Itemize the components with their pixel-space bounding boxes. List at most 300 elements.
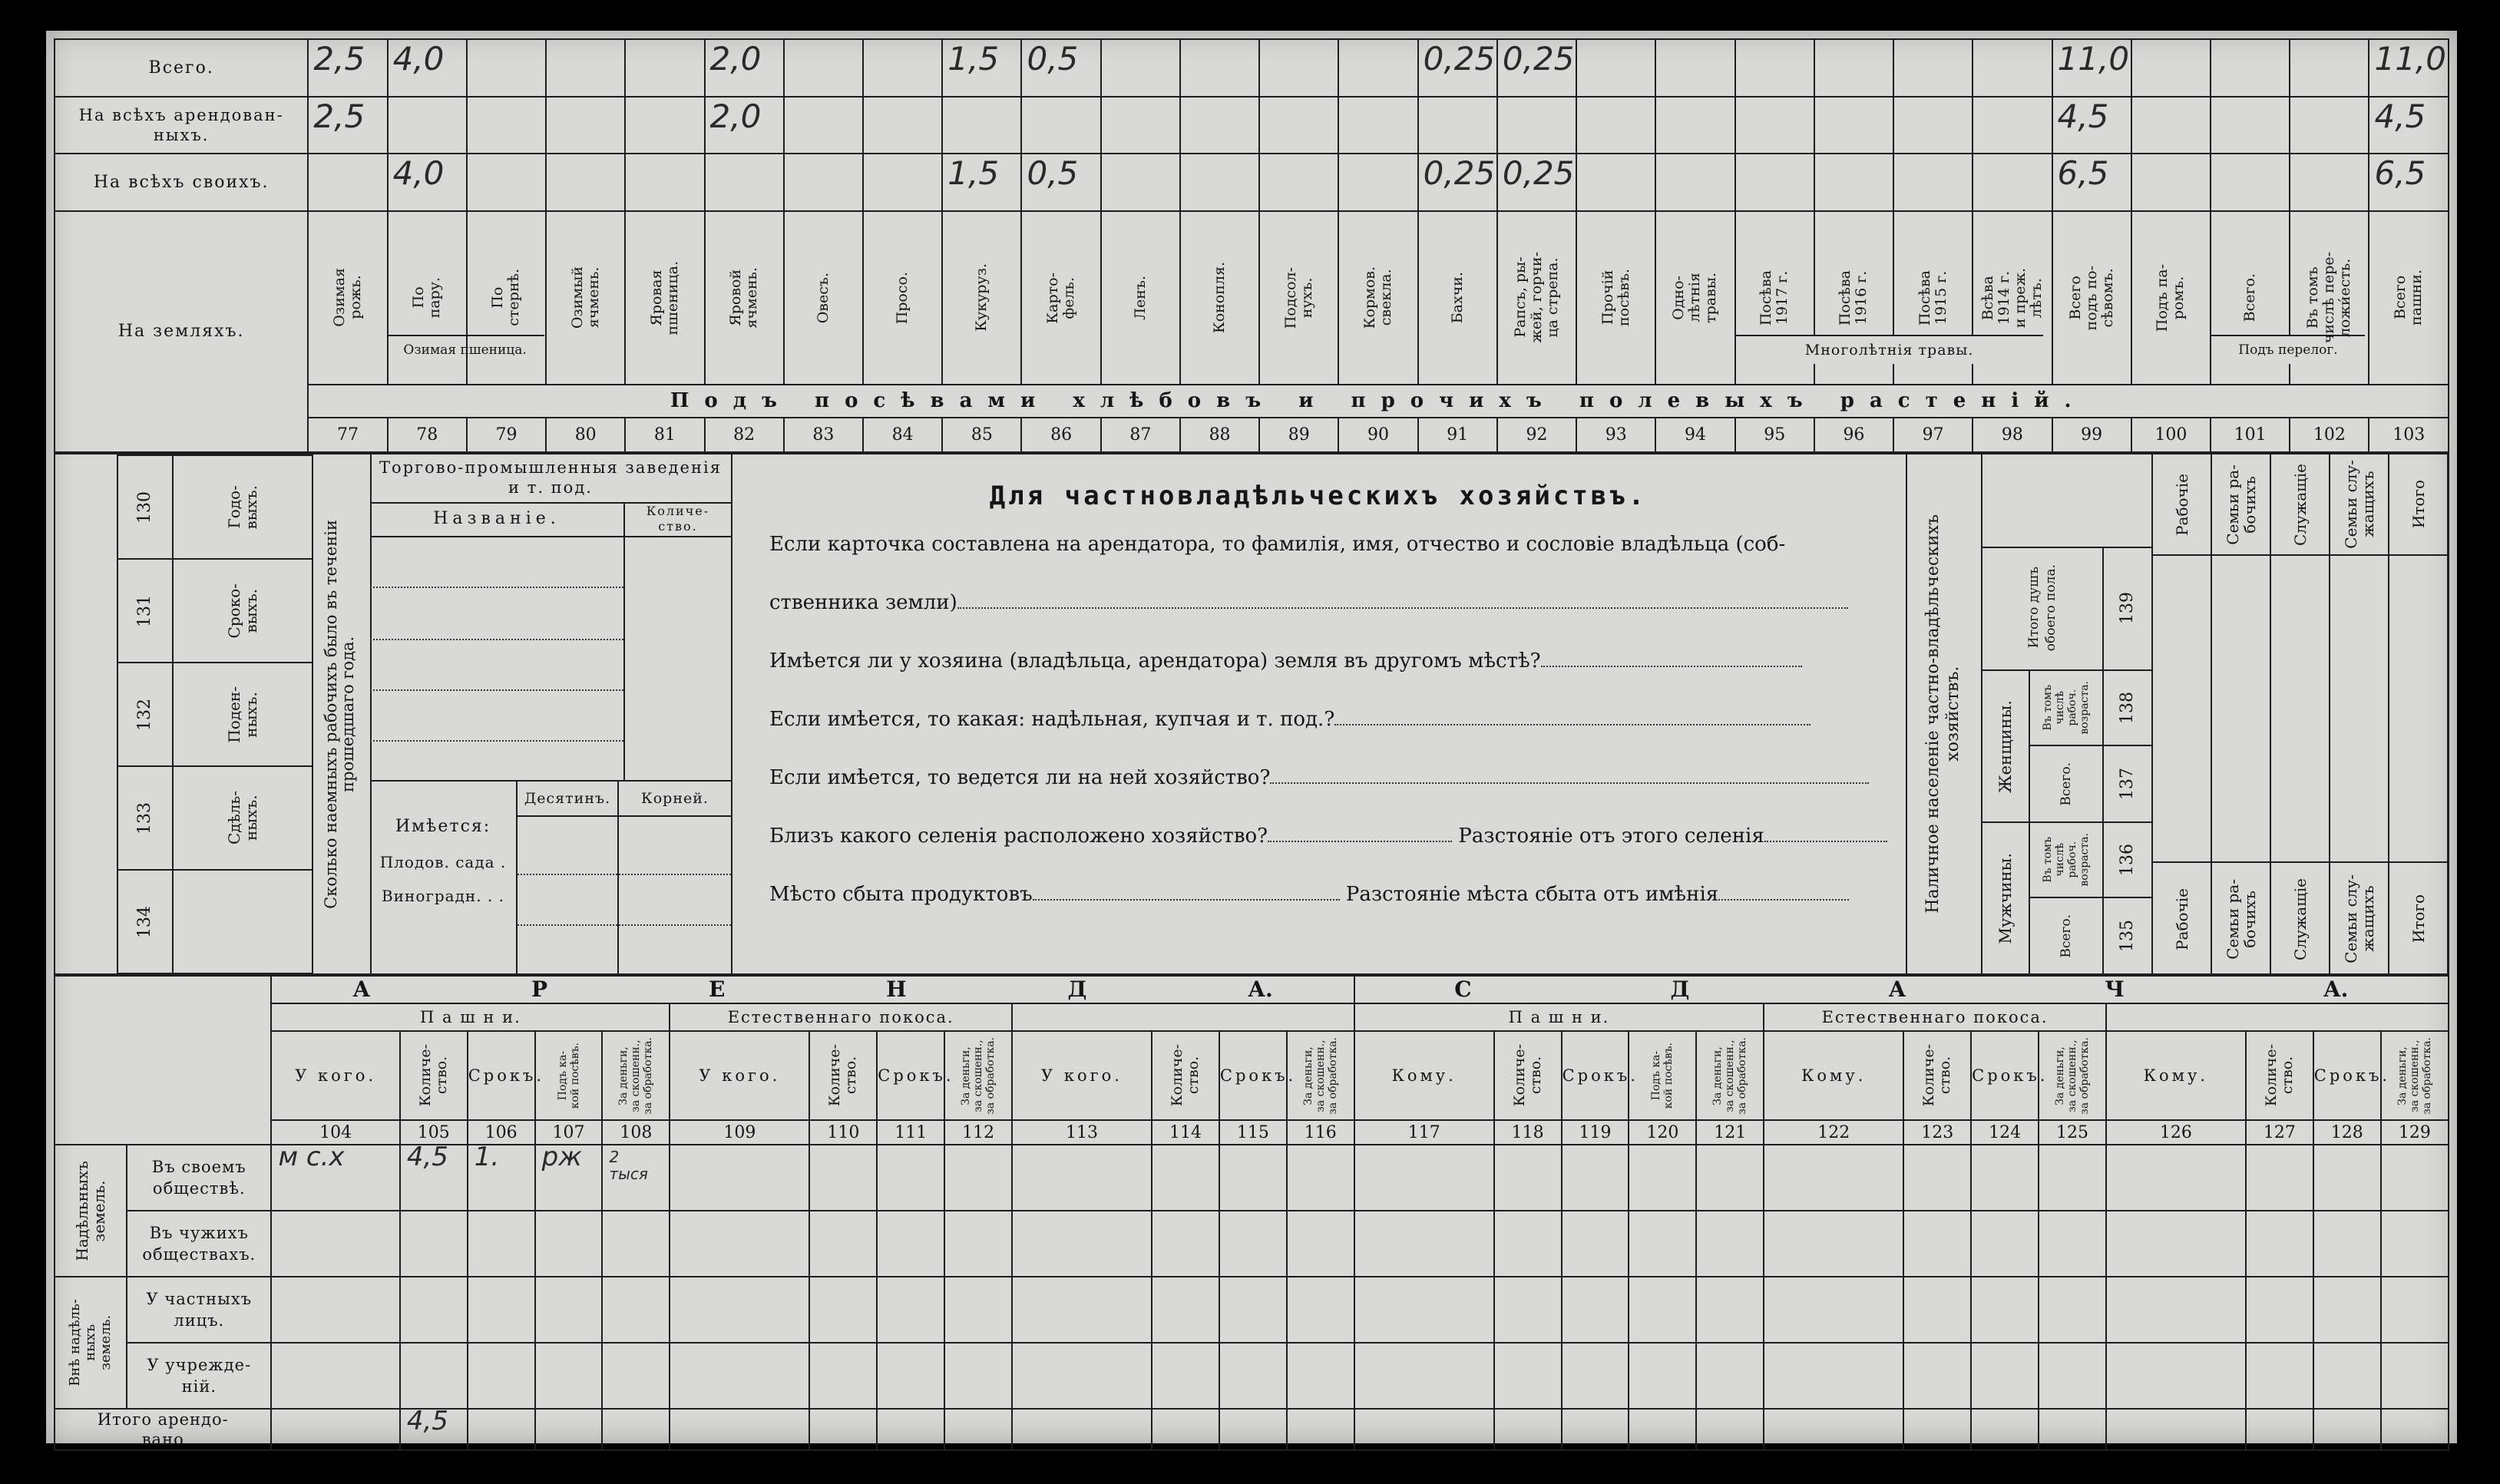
lease-col-number-127: 127	[2246, 1120, 2313, 1145]
lease-cell-110	[809, 1409, 877, 1450]
lease-cell-105	[400, 1142, 468, 1211]
trade-title: Торгово-промышленныя заведенія и т. под.	[370, 454, 731, 504]
middle-section	[54, 453, 2449, 975]
question-2: Имѣется ли у хозяина (владѣльца, арендатора) земля въ другомъ мѣстѣ?	[769, 649, 1802, 673]
arenda-header: А Р Е Н Д А.	[271, 976, 1354, 1003]
cell-r1-84	[863, 39, 942, 97]
cell-r1-101	[2211, 39, 2290, 97]
sown-area-table	[54, 38, 2449, 453]
lease-cell-115	[1219, 1145, 1287, 1211]
cell-r3-77	[308, 154, 387, 211]
lease-table	[54, 975, 2449, 1451]
cell-r2-101	[2211, 97, 2290, 154]
lease-cell-114	[1152, 1277, 1219, 1343]
row-arenda-sdacha	[55, 976, 2449, 1003]
lease-cell-117	[1354, 1211, 1494, 1277]
lease-cell-128	[2313, 1409, 2381, 1450]
lease-cell-123	[1903, 1277, 1971, 1343]
handwritten-value: 11,0	[2374, 40, 2446, 78]
cell-r1-83	[784, 39, 863, 97]
lease-cell-116	[1287, 1409, 1354, 1450]
cell-r1-90	[1338, 39, 1417, 97]
col-header-92: Рапсъ, ры- жей, горчи- ца стрепа.	[1497, 211, 1576, 385]
cell-r2-83	[784, 97, 863, 154]
lease-cell-107	[535, 1142, 603, 1211]
col-number-99: 99	[2052, 418, 2131, 452]
lease-col-number-120: 120	[1629, 1120, 1696, 1145]
cell-r1-80	[546, 39, 625, 97]
lease-col-header-109: У кого.	[670, 1031, 809, 1120]
col-number-100: 100	[2131, 418, 2211, 452]
cell-r1-89	[1259, 39, 1338, 97]
col-number-93: 93	[1576, 418, 1655, 452]
desyatin-header: Десятинъ.	[518, 782, 619, 817]
cell-r3-78	[388, 154, 467, 211]
lease-col-number-125: 125	[2039, 1120, 2106, 1145]
lease-col-header-129: За деньги, за скошенн., за обработка.	[2381, 1031, 2449, 1120]
col-number-96: 96	[1814, 418, 1893, 452]
lease-cell-109	[670, 1211, 809, 1277]
nadel-group-label: Надѣльныхъ земель.	[55, 1145, 127, 1277]
cell-r1-98	[1973, 39, 2052, 97]
worker-row-134	[117, 870, 312, 973]
cell-r1-85	[942, 39, 1021, 97]
lease-cell-129	[2381, 1211, 2449, 1277]
lease-cell-125	[2039, 1145, 2106, 1211]
lease-cell-115	[1219, 1211, 1287, 1277]
lease-cell-123	[1903, 1145, 1971, 1211]
col-number-89: 89	[1259, 418, 1338, 452]
lease-cell-127	[2246, 1277, 2313, 1343]
lease-cell-128	[2313, 1343, 2381, 1409]
col-number-80: 80	[546, 418, 625, 452]
col-header-102: Въ томъ числѣ пере- ложи́есть.	[2290, 211, 2369, 385]
lease-cell-124	[1971, 1343, 2039, 1409]
col-header-103: Всего пашни.	[2369, 211, 2449, 385]
col-number-85: 85	[942, 418, 1021, 452]
trade-block	[370, 454, 732, 973]
col-number-97: 97	[1893, 418, 1973, 452]
lease-col-header-121: За деньги, за скошенн., за обработка.	[1696, 1031, 1764, 1120]
lease-cell-113	[1012, 1343, 1152, 1409]
lease-col-number-109: 109	[670, 1120, 809, 1145]
lease-cell-109	[670, 1277, 809, 1343]
cell-r2-93	[1576, 97, 1655, 154]
handwritten-value: 0,25	[1502, 40, 1575, 78]
bottom-corner	[55, 976, 271, 1145]
cell-r2-102	[2290, 97, 2369, 154]
group-sdacha-other	[2106, 1003, 2449, 1031]
lease-cell-119	[1562, 1145, 1629, 1211]
lease-cell-118	[1494, 1277, 1562, 1343]
cell-r3-98	[1973, 154, 2052, 211]
col-number-87: 87	[1101, 418, 1180, 452]
col-header-95: Посѣва 1917 г. Многолѣтнія травы.	[1735, 211, 1814, 385]
row-own-society	[55, 1145, 2449, 1211]
cell-r3-83	[784, 154, 863, 211]
cell-r1-87	[1101, 39, 1180, 97]
lease-cell-111	[877, 1145, 944, 1211]
lease-cell-115	[1219, 1277, 1287, 1343]
lease-col-number-107: 107	[535, 1120, 603, 1145]
lease-cell-121	[1696, 1277, 1764, 1343]
vne-group-label: Внѣ надѣль- ныхъ земель.	[55, 1277, 127, 1409]
col-header-88: Конопля.	[1180, 211, 1259, 385]
lease-cell-129	[2381, 1145, 2449, 1211]
col-header-84: Просо.	[863, 211, 942, 385]
lease-col-number-111: 111	[877, 1120, 944, 1145]
lease-col-header-120: Подъ ка- кой посѣвъ.	[1629, 1031, 1696, 1120]
lease-cell-121	[1696, 1343, 1764, 1409]
lease-cell-110	[809, 1145, 877, 1211]
handwritten-value: 2,5	[313, 97, 365, 135]
cell-r3-92	[1497, 154, 1576, 211]
row-subgroups	[55, 1003, 2449, 1031]
staff-col-0: Рабочіе Рабочіе	[2153, 454, 2212, 973]
cell-r3-90	[1338, 154, 1417, 211]
lease-cell-126	[2106, 1409, 2246, 1450]
lease-col-header-117: Кому.	[1354, 1031, 1494, 1120]
lease-cell-119	[1562, 1343, 1629, 1409]
worker-label-130: Годо- выхъ.	[173, 455, 312, 559]
cell-r2-88	[1180, 97, 1259, 154]
col-header-90: Кормов. свекла.	[1338, 211, 1417, 385]
col-number-77: 77	[308, 418, 387, 452]
lease-col-header-125: За деньги, за скошенн., за обработка.	[2039, 1031, 2106, 1120]
lease-cell-113	[1012, 1145, 1152, 1211]
lease-cell-106	[468, 1343, 535, 1409]
lease-cell-111	[877, 1277, 944, 1343]
lease-col-header-126: Кому.	[2106, 1031, 2246, 1120]
lease-col-number-124: 124	[1971, 1120, 2039, 1145]
lease-cell-108	[602, 1145, 670, 1211]
lease-cell-105	[400, 1211, 468, 1277]
worker-num-134: 134	[117, 870, 173, 973]
lease-cell-109	[670, 1343, 809, 1409]
handwritten-value: 4,5	[406, 1142, 448, 1172]
col-header-94: Одно- лѣтнія травы.	[1655, 211, 1734, 385]
col-number-94: 94	[1655, 418, 1734, 452]
col-header-82: Яровой ячмень.	[705, 211, 784, 385]
group-perennial-grasses: Многолѣтнія травы.	[1736, 335, 2043, 364]
question-1b: ственника земли)	[769, 591, 1848, 614]
col-header-81: Яровая пшеница.	[625, 211, 704, 385]
cell-r2-97	[1893, 97, 1973, 154]
row-label-rented: На всѣхъ арендован- ныхъ.	[55, 97, 308, 154]
lease-cell-119	[1562, 1277, 1629, 1343]
lease-cell-118	[1494, 1211, 1562, 1277]
cell-r2-99	[2052, 97, 2131, 154]
cell-r1-99	[2052, 39, 2131, 97]
handwritten-value: 2,0	[709, 97, 762, 135]
row-own	[55, 154, 2449, 211]
lease-cell-104	[271, 1409, 399, 1450]
lease-cell-120	[1629, 1211, 1696, 1277]
lease-cell-104	[271, 1142, 399, 1211]
lease-cell-120	[1629, 1145, 1696, 1211]
lease-col-header-114: Количе- ство.	[1152, 1031, 1219, 1120]
cell-r1-91	[1418, 39, 1497, 97]
cell-r3-79	[467, 154, 546, 211]
cell-r2-89	[1259, 97, 1338, 154]
question-4: Если имѣется, то ведется ли на ней хозяйство?	[769, 766, 1869, 789]
worker-row-133	[117, 766, 312, 870]
worker-label-133: Сдѣль- ныхъ.	[173, 766, 312, 870]
lease-cell-105	[400, 1406, 468, 1450]
lease-col-header-105: Количе- ство.	[400, 1031, 468, 1120]
lease-cell-114	[1152, 1409, 1219, 1450]
col-header-93: Прочій посѣвъ.	[1576, 211, 1655, 385]
cell-r2-87	[1101, 97, 1180, 154]
worker-num-130: 130	[117, 455, 173, 559]
handwritten-value: рж	[541, 1142, 582, 1172]
worker-row-131	[117, 559, 312, 663]
question-5: Близъ какого селенія расположено хозяйство? Разстояніе отъ этого селенія	[769, 825, 1887, 848]
lease-cell-110	[809, 1211, 877, 1277]
lease-cell-114	[1152, 1211, 1219, 1277]
cell-r3-80	[546, 154, 625, 211]
lease-cell-108	[602, 1277, 670, 1343]
lease-cell-117	[1354, 1277, 1494, 1343]
row-private-persons	[55, 1277, 2449, 1343]
cell-r2-100	[2131, 97, 2211, 154]
lease-cell-111	[877, 1409, 944, 1450]
col-number-81: 81	[625, 418, 704, 452]
handwritten-value: 2 тыся	[609, 1148, 648, 1183]
row-banner	[55, 385, 2449, 418]
lease-cell-112	[944, 1409, 1012, 1450]
col-header-78: По пару. Озимая пшеница.	[388, 211, 467, 385]
group-arenda-arable: П а ш н и.	[271, 1003, 670, 1031]
lease-cell-126	[2106, 1145, 2246, 1211]
cell-r1-97	[1893, 39, 1973, 97]
lease-cell-122	[1764, 1409, 1903, 1450]
row-label-total-leased: Итого арендо- вано	[55, 1409, 271, 1450]
row-other-societies	[55, 1211, 2449, 1277]
handwritten-value: 1.	[474, 1142, 500, 1172]
row-rented	[55, 97, 2449, 154]
lease-cell-107	[535, 1277, 603, 1343]
lease-col-number-110: 110	[809, 1120, 877, 1145]
cell-r2-78	[388, 97, 467, 154]
lease-cell-124	[1971, 1409, 2039, 1450]
lease-col-number-128: 128	[2313, 1120, 2381, 1145]
lease-cell-121	[1696, 1211, 1764, 1277]
row-column-headers	[55, 1031, 2449, 1120]
cell-r1-93	[1576, 39, 1655, 97]
lease-cell-117	[1354, 1409, 1494, 1450]
cell-r2-85	[942, 97, 1021, 154]
lease-col-header-112: За деньги, за скошенн., за обработка.	[944, 1031, 1012, 1120]
col-number-90: 90	[1338, 418, 1417, 452]
lease-cell-116	[1287, 1277, 1354, 1343]
col-header-79: По стернѣ.	[467, 211, 546, 385]
lease-cell-112	[944, 1211, 1012, 1277]
lease-col-number-118: 118	[1494, 1120, 1562, 1145]
lease-cell-107	[535, 1409, 603, 1450]
handwritten-value: 0,25	[1502, 154, 1575, 193]
cell-r3-87	[1101, 154, 1180, 211]
lease-cell-126	[2106, 1211, 2246, 1277]
col-header-98: Всѣва 1914 г. и преж. лѣтъ.	[1973, 211, 2052, 385]
lease-cell-117	[1354, 1145, 1494, 1211]
lease-col-header-115: Срокъ.	[1219, 1031, 1287, 1120]
cell-r1-77	[308, 39, 387, 97]
lease-cell-113	[1012, 1277, 1152, 1343]
lease-cell-127	[2246, 1145, 2313, 1211]
korney-header: Корней.	[619, 782, 731, 817]
col-number-92: 92	[1497, 418, 1576, 452]
workers-title-cell: Сколько наемныхъ рабочихъ было въ теченіи прошедшаго года.	[309, 454, 372, 973]
col-header-86: Карто- фель.	[1021, 211, 1100, 385]
staff-col-3: Семьи слу- жащихъ Семьи слу- жащихъ	[2330, 454, 2389, 973]
cell-r3-85	[942, 154, 1021, 211]
cell-r3-103	[2369, 154, 2449, 211]
lease-cell-118	[1494, 1343, 1562, 1409]
group-ozimaya-wheat: Озимая пшеница.	[389, 335, 542, 364]
group-sdacha-arable: П а ш н и.	[1354, 1003, 1764, 1031]
worker-row-130	[117, 455, 312, 559]
cell-r1-96	[1814, 39, 1893, 97]
hired-workers-table	[117, 454, 313, 974]
question-6: Мѣсто сбыта продуктовъ Разстояніе мѣста сбыта отъ имѣнія	[769, 883, 1849, 906]
lease-cell-122	[1764, 1145, 1903, 1211]
trade-name-header: Названіе.	[370, 502, 625, 537]
staff-col-1: Семьи ра- бочихъ Семьи ра- бочихъ	[2212, 454, 2271, 973]
col-number-88: 88	[1180, 418, 1259, 452]
lease-cell-120	[1629, 1343, 1696, 1409]
staff-col-2: Служащіе Служащіе	[2271, 454, 2330, 973]
lease-cell-114	[1152, 1343, 1219, 1409]
cell-r3-100	[2131, 154, 2211, 211]
row-label-other-societies: Въ чужихъ обществахъ.	[127, 1211, 271, 1277]
lease-cell-116	[1287, 1343, 1354, 1409]
handwritten-value: 2,0	[709, 40, 762, 78]
lease-col-number-108: 108	[602, 1120, 670, 1145]
lease-cell-125	[2039, 1211, 2106, 1277]
cell-r2-92	[1497, 97, 1576, 154]
col-header-99: Всего подъ по- сѣвомъ.	[2052, 211, 2131, 385]
lease-cell-120	[1629, 1277, 1696, 1343]
handwritten-value: 0,5	[1027, 40, 1079, 78]
col-number-86: 86	[1021, 418, 1100, 452]
handwritten-value: 0,25	[1423, 40, 1496, 78]
lease-col-number-121: 121	[1696, 1120, 1764, 1145]
col-number-95: 95	[1735, 418, 1814, 452]
lease-cell-124	[1971, 1145, 2039, 1211]
group-sdacha-meadow: Естественнаго покоса.	[1764, 1003, 2106, 1031]
handwritten-value: 1,5	[947, 154, 1000, 193]
lease-cell-107	[535, 1343, 603, 1409]
handwritten-value: 4,0	[392, 40, 445, 78]
cell-r3-93	[1576, 154, 1655, 211]
cell-r3-96	[1814, 154, 1893, 211]
lease-col-number-117: 117	[1354, 1120, 1494, 1145]
have-block: Имѣется: Плодов. сада . Виноградн. . .	[370, 782, 518, 973]
lease-col-number-123: 123	[1903, 1120, 1971, 1145]
handwritten-value: 6,5	[2374, 154, 2426, 193]
cell-r2-80	[546, 97, 625, 154]
lease-cell-114	[1152, 1145, 1219, 1211]
lease-cell-112	[944, 1277, 1012, 1343]
lease-cell-113	[1012, 1211, 1152, 1277]
lease-col-header-107: Подъ ка- кой посѣвъ.	[535, 1031, 603, 1120]
col-header-80: Озимый ячмень.	[546, 211, 625, 385]
lease-cell-126	[2106, 1343, 2246, 1409]
cell-r1-79	[467, 39, 546, 97]
col-header-91: Бахчи.	[1418, 211, 1497, 385]
lease-cell-122	[1764, 1211, 1903, 1277]
group-arenda-meadow: Естественнаго покоса.	[670, 1003, 1012, 1031]
lease-cell-124	[1971, 1277, 2039, 1343]
census-card	[46, 31, 2457, 1449]
cell-r1-88	[1180, 39, 1259, 97]
lease-col-header-116: За деньги, за скошенн., за обработка.	[1287, 1031, 1354, 1120]
lease-col-number-115: 115	[1219, 1120, 1287, 1145]
lease-cell-116	[1287, 1211, 1354, 1277]
lease-col-number-112: 112	[944, 1120, 1012, 1145]
cell-r2-94	[1655, 97, 1734, 154]
col-header-101: Всего. Подъ перелог.	[2211, 211, 2290, 385]
lease-col-header-119: Срокъ.	[1562, 1031, 1629, 1120]
cell-r1-102	[2290, 39, 2369, 97]
lease-cell-128	[2313, 1277, 2381, 1343]
lease-cell-104	[271, 1343, 399, 1409]
col-number-82: 82	[705, 418, 784, 452]
staff-columns	[2153, 454, 2451, 973]
col-number-91: 91	[1418, 418, 1497, 452]
lease-col-header-113: У кого.	[1012, 1031, 1152, 1120]
group-fallow: Подъ перелог.	[2211, 335, 2365, 364]
handwritten-value: 2,5	[313, 40, 365, 78]
lease-col-number-106: 106	[468, 1120, 535, 1145]
row-label-own: На всѣхъ своихъ.	[55, 154, 308, 211]
handwritten-value: 6,5	[2057, 154, 2109, 193]
cell-r3-91	[1418, 154, 1497, 211]
cell-r3-97	[1893, 154, 1973, 211]
col-number-79: 79	[467, 418, 546, 452]
lease-cell-112	[944, 1343, 1012, 1409]
lease-cell-112	[944, 1145, 1012, 1211]
cell-r2-86	[1021, 97, 1100, 154]
lease-cell-126	[2106, 1277, 2246, 1343]
col-number-102: 102	[2290, 418, 2369, 452]
handwritten-value: 11,0	[2057, 40, 2130, 78]
staff-col-4: Итого Итого	[2389, 454, 2449, 973]
cell-r3-84	[863, 154, 942, 211]
lease-cell-110	[809, 1277, 877, 1343]
col-header-77: Озимая рожь.	[308, 211, 387, 385]
row-headers	[55, 211, 2449, 385]
lease-cell-122	[1764, 1343, 1903, 1409]
cell-r2-84	[863, 97, 942, 154]
worker-row-132	[117, 663, 312, 766]
cell-r3-81	[625, 154, 704, 211]
cell-r3-89	[1259, 154, 1338, 211]
row-label-lands: На земляхъ.	[55, 211, 308, 452]
col-number-103: 103	[2369, 418, 2449, 452]
lease-cell-119	[1562, 1409, 1629, 1450]
lease-cell-118	[1494, 1409, 1562, 1450]
cell-r2-77	[308, 97, 387, 154]
handwritten-value: 4,5	[406, 1406, 448, 1436]
cell-r3-95	[1735, 154, 1814, 211]
cell-r3-82	[705, 154, 784, 211]
women-label: Женщины. Мужчины.	[1982, 671, 2030, 973]
lease-cell-127	[2246, 1343, 2313, 1409]
handwritten-value: 1,5	[947, 40, 1000, 78]
cell-r3-99	[2052, 154, 2131, 211]
